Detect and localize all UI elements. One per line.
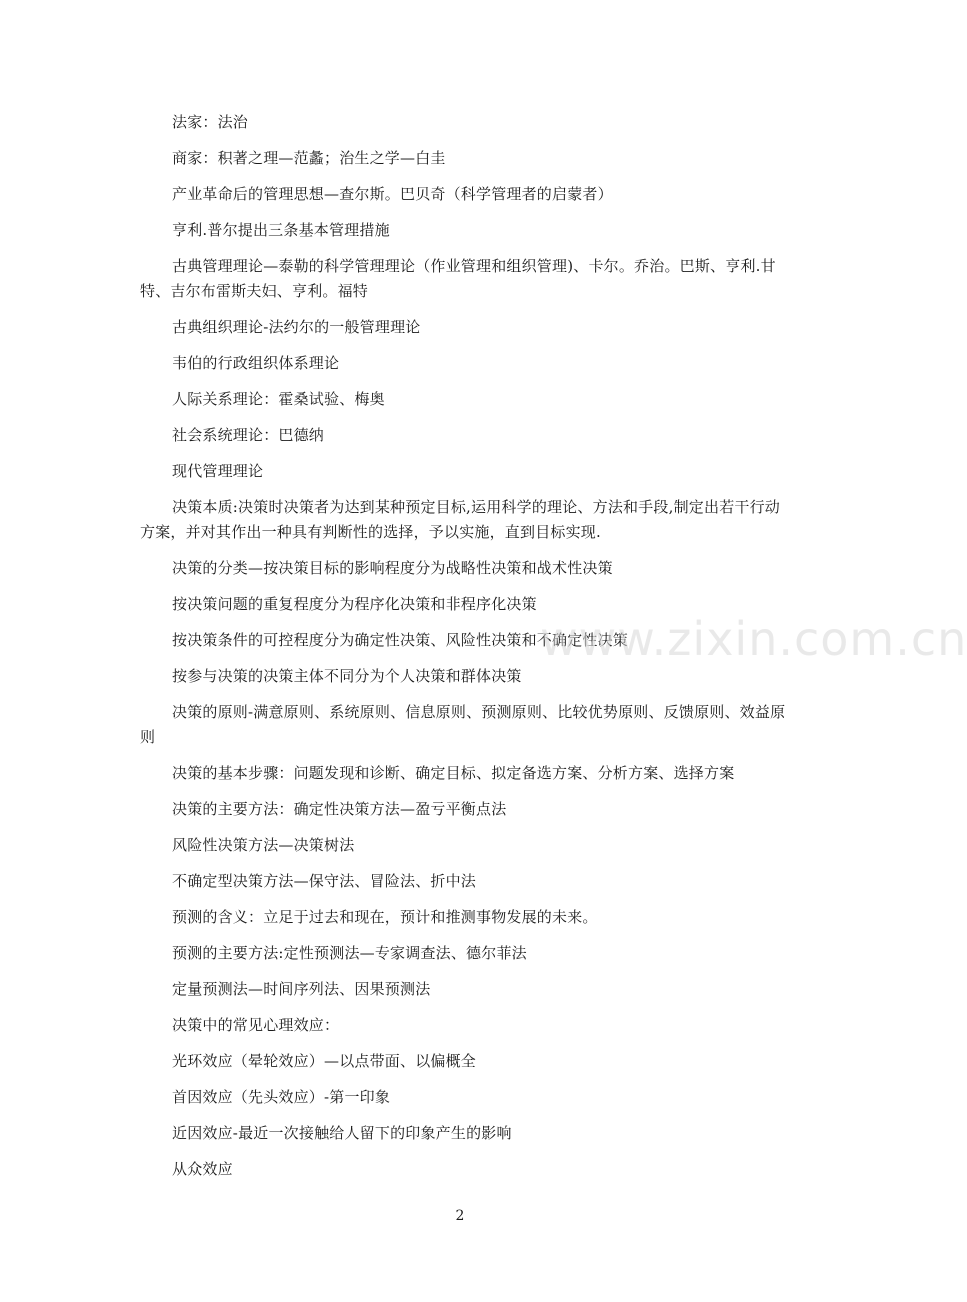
paragraph: 现代管理理论 [172,462,264,480]
paragraph: 决策的分类—按决策目标的影响程度分为战略性决策和战术性决策 [172,559,613,577]
paragraph: 预测的含义：立足于过去和现在，预计和推测事物发展的未来。 [172,908,598,926]
paragraph: 决策本质:决策时决策者为达到某种预定目标,运用科学的理论、方法和手段,制定出若干行动方案，并对其作出一种具有判断性的选择，予以实施，直到目标实现. [140,498,780,541]
paragraph: 亨利.普尔提出三条基本管理措施 [172,221,390,239]
paragraph: 古典组织理论-法约尔的一般管理理论 [172,318,421,336]
paragraph: 光环效应（晕轮效应）—以点带面、以偏概全 [172,1052,477,1070]
page-number: 2 [455,1208,465,1224]
paragraph: 风险性决策方法—决策树法 [172,836,355,854]
paragraph: 近因效应-最近一次接触给人留下的印象产生的影响 [172,1124,512,1142]
paragraph: 不确定型决策方法—保守法、冒险法、折中法 [172,872,477,890]
document-body [140,110,790,1193]
paragraph: 按决策条件的可控程度分为确定性决策、风险性决策和不确定性决策 [172,631,629,649]
paragraph: 人际关系理论：霍桑试验、梅奥 [172,390,385,408]
paragraph: 产业革命后的管理思想—查尔斯。巴贝奇（科学管理者的启蒙者） [172,185,613,203]
paragraph: 社会系统理论：巴德纳 [172,426,325,444]
paragraph: 法家：法治 [172,113,249,131]
paragraph: 古典管理理论—泰勒的科学管理理论（作业管理和组织管理)、卡尔。乔治。巴斯、亨利.甘特、吉尔布雷斯夫妇、亨利。福特 [140,257,776,300]
paragraph: 决策的原则-满意原则、系统原则、信息原则、预测原则、比较优势原则、反馈原则、效益原则 [140,703,786,746]
paragraph: 商家：积著之理—范蠡；治生之学—白圭 [172,149,446,167]
watermark: www.zixin.com.cn [540,612,967,666]
paragraph: 预测的主要方法:定性预测法—专家调查法、德尔菲法 [172,944,527,962]
paragraph: 从众效应 [172,1160,233,1178]
paragraph: 决策的基本步骤：问题发现和诊断、确定目标、拟定备选方案、分析方案、选择方案 [172,764,735,782]
paragraph: 按参与决策的决策主体不同分为个人决策和群体决策 [172,667,522,685]
paragraph: 韦伯的行政组织体系理论 [172,354,340,372]
paragraph: 首因效应（先头效应）-第一印象 [172,1088,391,1106]
paragraph: 按决策问题的重复程度分为程序化决策和非程序化决策 [172,595,537,613]
paragraph: 决策中的常见心理效应： [172,1016,340,1034]
paragraph: 决策的主要方法：确定性决策方法—盈亏平衡点法 [172,800,507,818]
paragraph: 定量预测法—时间序列法、因果预测法 [172,980,431,998]
